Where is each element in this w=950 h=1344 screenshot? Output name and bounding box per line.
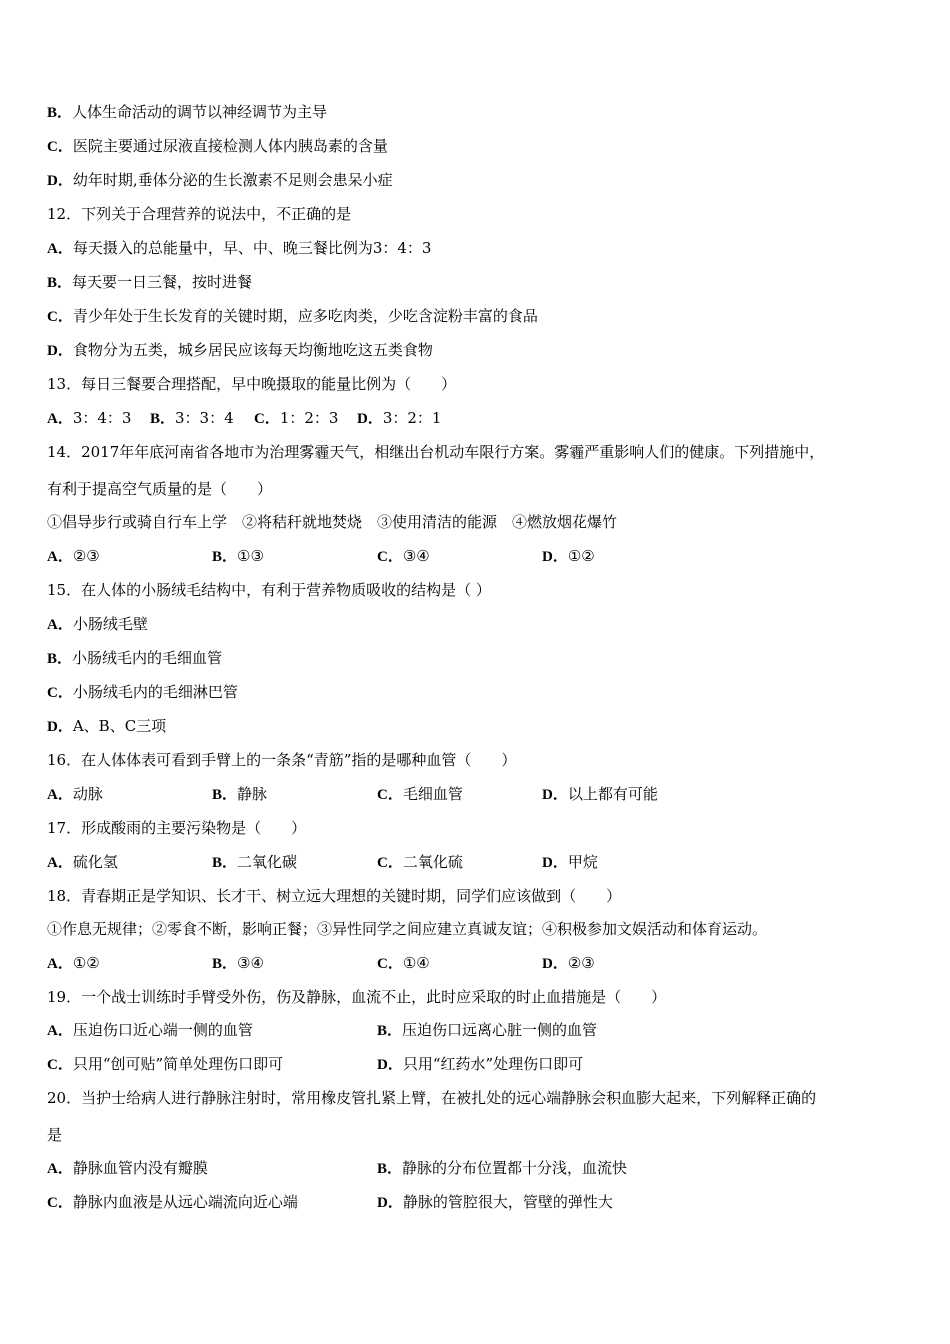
option-text: 人体生命活动的调节以神经调节为主导 <box>72 103 328 121</box>
option-text: A、B、C三项 <box>72 717 167 735</box>
option-text: ③④ <box>402 547 430 565</box>
option-text: 静脉血管内没有瓣膜 <box>72 1159 208 1177</box>
option-text: 二氧化碳 <box>237 853 298 871</box>
option-text: 压迫伤口近心端一侧的血管 <box>72 1021 253 1039</box>
option-label: C． <box>254 411 280 427</box>
option-text: ①④ <box>402 954 430 972</box>
q19-option-b <box>377 1020 597 1041</box>
option-label: A． <box>47 241 73 257</box>
option-label: D． <box>377 1195 403 1211</box>
q14-option-d <box>542 546 595 567</box>
option-label: C． <box>377 787 403 803</box>
option-text: ①② <box>567 547 595 565</box>
option-text: 静脉内血液是从远心端流向近心端 <box>72 1193 298 1211</box>
option-text: 静脉的分布位置都十分浅，血流快 <box>402 1159 628 1177</box>
q20-option-a <box>47 1158 208 1179</box>
option-label: A． <box>47 617 73 633</box>
q15-stem: 15．在人体的小肠绒毛结构中，有利于营养物质吸收的结构是（ ） <box>47 581 491 599</box>
q16-option-a <box>47 784 103 805</box>
option-label: C． <box>377 549 403 565</box>
q11-option-c <box>47 136 388 157</box>
q12-option-a <box>47 238 431 259</box>
q19-option-c <box>47 1054 283 1075</box>
option-label: C． <box>47 685 73 701</box>
option-label: B． <box>212 956 238 972</box>
q13-option-b <box>150 408 234 429</box>
q20-stem-line2: 是 <box>47 1126 63 1144</box>
q15-option-b <box>47 648 222 669</box>
option-text: 压迫伤口远离心脏一侧的血管 <box>402 1021 598 1039</box>
q19-stem: 19．一个战士训练时手臂受外伤，伤及静脉，血流不止，此时应采取的时止血措施是（ ） <box>47 988 667 1006</box>
option-label: D． <box>542 855 568 871</box>
option-text: 1：2：3 <box>279 409 339 427</box>
q16-stem: 16．在人体体表可看到手臂上的一条条“青筋”指的是哪种血管（ ） <box>47 751 517 769</box>
q11-option-d <box>47 170 393 191</box>
q17-option-d <box>542 852 598 873</box>
q14-option-b <box>212 546 264 567</box>
q18-option-c <box>377 953 430 974</box>
q15-option-d <box>47 716 166 737</box>
q15-option-c <box>47 682 238 703</box>
option-text: 幼年时期,垂体分泌的生长激素不足则会患呆小症 <box>72 171 393 189</box>
option-text: 只用“创可贴”简单处理伤口即可 <box>72 1055 284 1073</box>
option-text: ①③ <box>237 547 264 565</box>
q13-option-d <box>357 408 441 429</box>
q13-stem: 13．每日三餐要合理搭配，早中晚摄取的能量比例为（ ） <box>47 375 457 393</box>
option-label: C． <box>47 139 73 155</box>
q12-option-c <box>47 306 538 327</box>
option-label: B． <box>212 549 238 565</box>
option-text: 硫化氢 <box>72 853 118 871</box>
option-text: 3：4：3 <box>72 409 132 427</box>
q17-option-c <box>377 852 463 873</box>
q18-stem: 18．青春期正是学知识、长才干、树立远大理想的关键时期，同学们应该做到（ ） <box>47 887 622 905</box>
option-text: 小肠绒毛内的毛细血管 <box>72 649 223 667</box>
option-label: A． <box>47 956 73 972</box>
option-label: D． <box>542 787 568 803</box>
option-label: B． <box>47 275 73 291</box>
option-label: C． <box>377 855 403 871</box>
q12-option-b <box>47 272 252 293</box>
option-text: 每天摄入的总能量中，早、中、晚三餐比例为3：4：3 <box>72 239 432 257</box>
q16-option-b <box>212 784 267 805</box>
q18-option-a <box>47 953 100 974</box>
option-label: C． <box>377 956 403 972</box>
option-label: D． <box>377 1057 403 1073</box>
q17-option-a <box>47 852 118 873</box>
q14-items: ①倡导步行或骑自行车上学 ②将秸秆就地焚烧 ③使用清洁的能源 ④燃放烟花爆竹 <box>47 513 618 531</box>
option-label: D． <box>542 549 568 565</box>
option-label: C． <box>47 1057 73 1073</box>
option-label: D． <box>357 411 383 427</box>
option-text: 青少年处于生长发育的关键时期，应多吃肉类，少吃含淀粉丰富的食品 <box>72 307 538 325</box>
option-label: B． <box>212 855 238 871</box>
option-text: ①② <box>72 954 100 972</box>
option-text: 动脉 <box>72 785 103 803</box>
option-text: 医院主要通过尿液直接检测人体内胰岛素的含量 <box>72 137 388 155</box>
q14-stem-line1: 14．2017年年底河南省各地市为治理雾霾天气，相继出台机动车限行方案。雾霾严重影响人们的健康。下列措施中， <box>47 443 825 461</box>
option-label: B． <box>377 1161 403 1177</box>
option-text: 只用“红药水”处理伤口即可 <box>402 1055 584 1073</box>
q18-option-d <box>542 953 595 974</box>
option-text: 小肠绒毛壁 <box>72 615 148 633</box>
option-text: 静脉的管腔很大，管壁的弹性大 <box>402 1193 613 1211</box>
q11-option-b <box>47 102 327 123</box>
q18-option-b <box>212 953 264 974</box>
q20-option-c <box>47 1192 298 1213</box>
option-text: 3：3：4 <box>175 409 234 427</box>
q12-stem: 12．下列关于合理营养的说法中，不正确的是 <box>47 205 352 223</box>
option-label: B． <box>212 787 238 803</box>
option-label: A． <box>47 855 73 871</box>
q20-stem-line1: 20．当护士给病人进行静脉注射时，常用橡皮管扎紧上臂，在被扎处的远心端静脉会积血膨大起来，下列解释正确的 <box>47 1089 817 1107</box>
option-text: 3：2：1 <box>382 409 442 427</box>
q18-items: ①作息无规律；②零食不断，影响正餐；③异性同学之间应建立真诚友谊；④积极参加文娱活动和体育运动。 <box>47 920 768 938</box>
option-text: 二氧化硫 <box>402 853 463 871</box>
option-label: A． <box>47 411 73 427</box>
q12-option-d <box>47 340 433 361</box>
option-label: C． <box>47 309 73 325</box>
q14-option-c <box>377 546 430 567</box>
option-text: 食物分为五类，城乡居民应该每天均衡地吃这五类食物 <box>72 341 433 359</box>
q16-option-c <box>377 784 463 805</box>
q13-option-a <box>47 408 131 429</box>
q19-option-d <box>377 1054 583 1075</box>
option-label: C． <box>47 1195 73 1211</box>
q13-option-c <box>254 408 338 429</box>
option-label: A． <box>47 787 73 803</box>
option-text: 毛细血管 <box>402 785 463 803</box>
q20-option-b <box>377 1158 627 1179</box>
option-label: D． <box>542 956 568 972</box>
option-label: B． <box>150 411 176 427</box>
option-text: ②③ <box>567 954 595 972</box>
option-text: 以上都有可能 <box>567 785 658 803</box>
q19-option-a <box>47 1020 253 1041</box>
option-text: 小肠绒毛内的毛细淋巴管 <box>72 683 238 701</box>
q17-stem: 17．形成酸雨的主要污染物是（ ） <box>47 819 307 837</box>
option-label: A． <box>47 1023 73 1039</box>
option-label: D． <box>47 343 73 359</box>
q14-option-a <box>47 546 100 567</box>
option-label: D． <box>47 173 73 189</box>
q20-option-d <box>377 1192 613 1213</box>
option-label: A． <box>47 549 73 565</box>
option-text: 甲烷 <box>567 853 598 871</box>
option-label: A． <box>47 1161 73 1177</box>
option-label: D． <box>47 719 73 735</box>
option-text: ②③ <box>72 547 100 565</box>
option-label: B． <box>377 1023 403 1039</box>
option-label: B． <box>47 651 73 667</box>
option-text: 每天要一日三餐，按时进餐 <box>72 273 253 291</box>
q17-option-b <box>212 852 297 873</box>
option-label: B． <box>47 105 73 121</box>
q14-stem-line2: 有利于提高空气质量的是（ ） <box>47 480 273 498</box>
q16-option-d <box>542 784 658 805</box>
option-text: ③④ <box>237 954 264 972</box>
q15-option-a <box>47 614 148 635</box>
option-text: 静脉 <box>237 785 268 803</box>
